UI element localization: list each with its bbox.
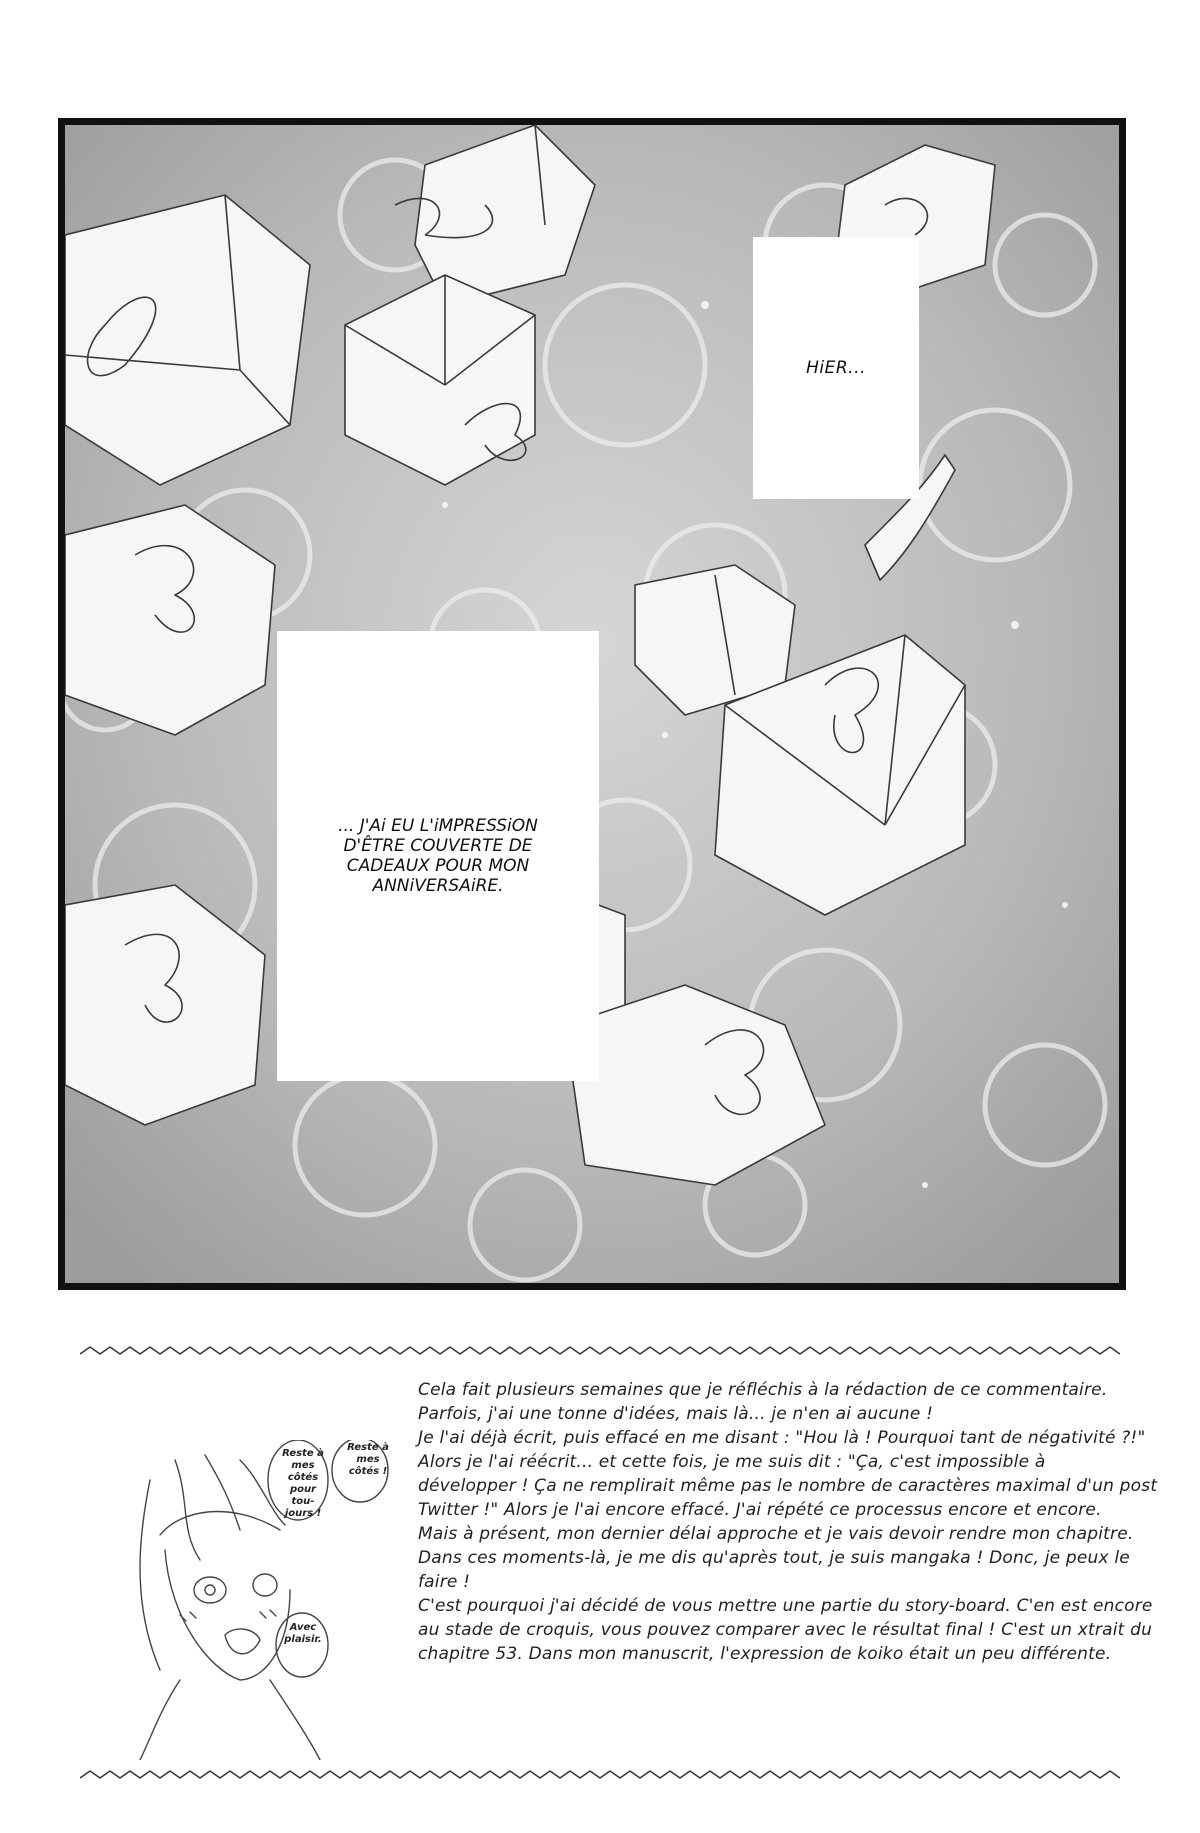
note-line: Twitter !" Alors je l'ai encore effacé. J'ai répété ce processus encore et encore.	[418, 1500, 1102, 1520]
note-line: Alors je l'ai réécrit... et cette fois, je me suis dit : "Ça, c'est impossible à	[418, 1452, 1046, 1472]
note-line: Parfois, j'ai une tonne d'idées, mais là... je n'en ai aucune !	[418, 1404, 934, 1424]
zigzag-divider-bottom	[80, 1768, 1120, 1782]
note-line: au stade de croquis, vous pouvez comparer avec le résultat final ! C'est un xtrait du	[418, 1620, 1153, 1640]
caption-main-text: ... J'Ai EU L'iMPRESSiON D'ÊTRE COUVERTE DE CADEAUX POUR MON ANNiVERSAiRE.	[338, 816, 538, 896]
note-line: chapitre 53. Dans mon manuscrit, l'expression de koiko était un peu différente.	[418, 1644, 1112, 1664]
sketch-bubble-2: Reste à mes côtés !	[347, 1442, 389, 1477]
note-line: développer ! Ça ne remplirait même pas le nombre de caractères maximal d'un post	[418, 1476, 1158, 1496]
author-notes	[418, 1378, 1198, 1666]
zigzag-divider-top	[80, 1344, 1120, 1358]
note-line: faire !	[418, 1572, 471, 1592]
sketch-bubble-3: Avec plaisir.	[284, 1622, 322, 1645]
note-line: C'est pourquoi j'ai décidé de vous mettre une partie du story-board. C'en est encore	[418, 1596, 1153, 1616]
note-line: Mais à présent, mon dernier délai approche et je vais devoir rendre mon chapitre.	[418, 1524, 1134, 1544]
sketch-bubble-1: Reste à mes côtés pour tou-jours !	[282, 1448, 324, 1519]
note-line: Je l'ai déjà écrit, puis effacé en me disant : "Hou là ! Pourquoi tant de négativité ?!"	[418, 1428, 1146, 1448]
note-line: Cela fait plusieurs semaines que je réfléchis à la rédaction de ce commentaire.	[418, 1380, 1108, 1400]
caption-main	[277, 631, 599, 1081]
manga-panel	[58, 118, 1126, 1290]
caption-top	[753, 237, 919, 499]
note-line: Dans ces moments-là, je me dis qu'après tout, je suis mangaka ! Donc, je peux le	[418, 1548, 1130, 1568]
caption-top-text: HiER...	[806, 358, 866, 378]
character-sketch	[120, 1440, 420, 1760]
